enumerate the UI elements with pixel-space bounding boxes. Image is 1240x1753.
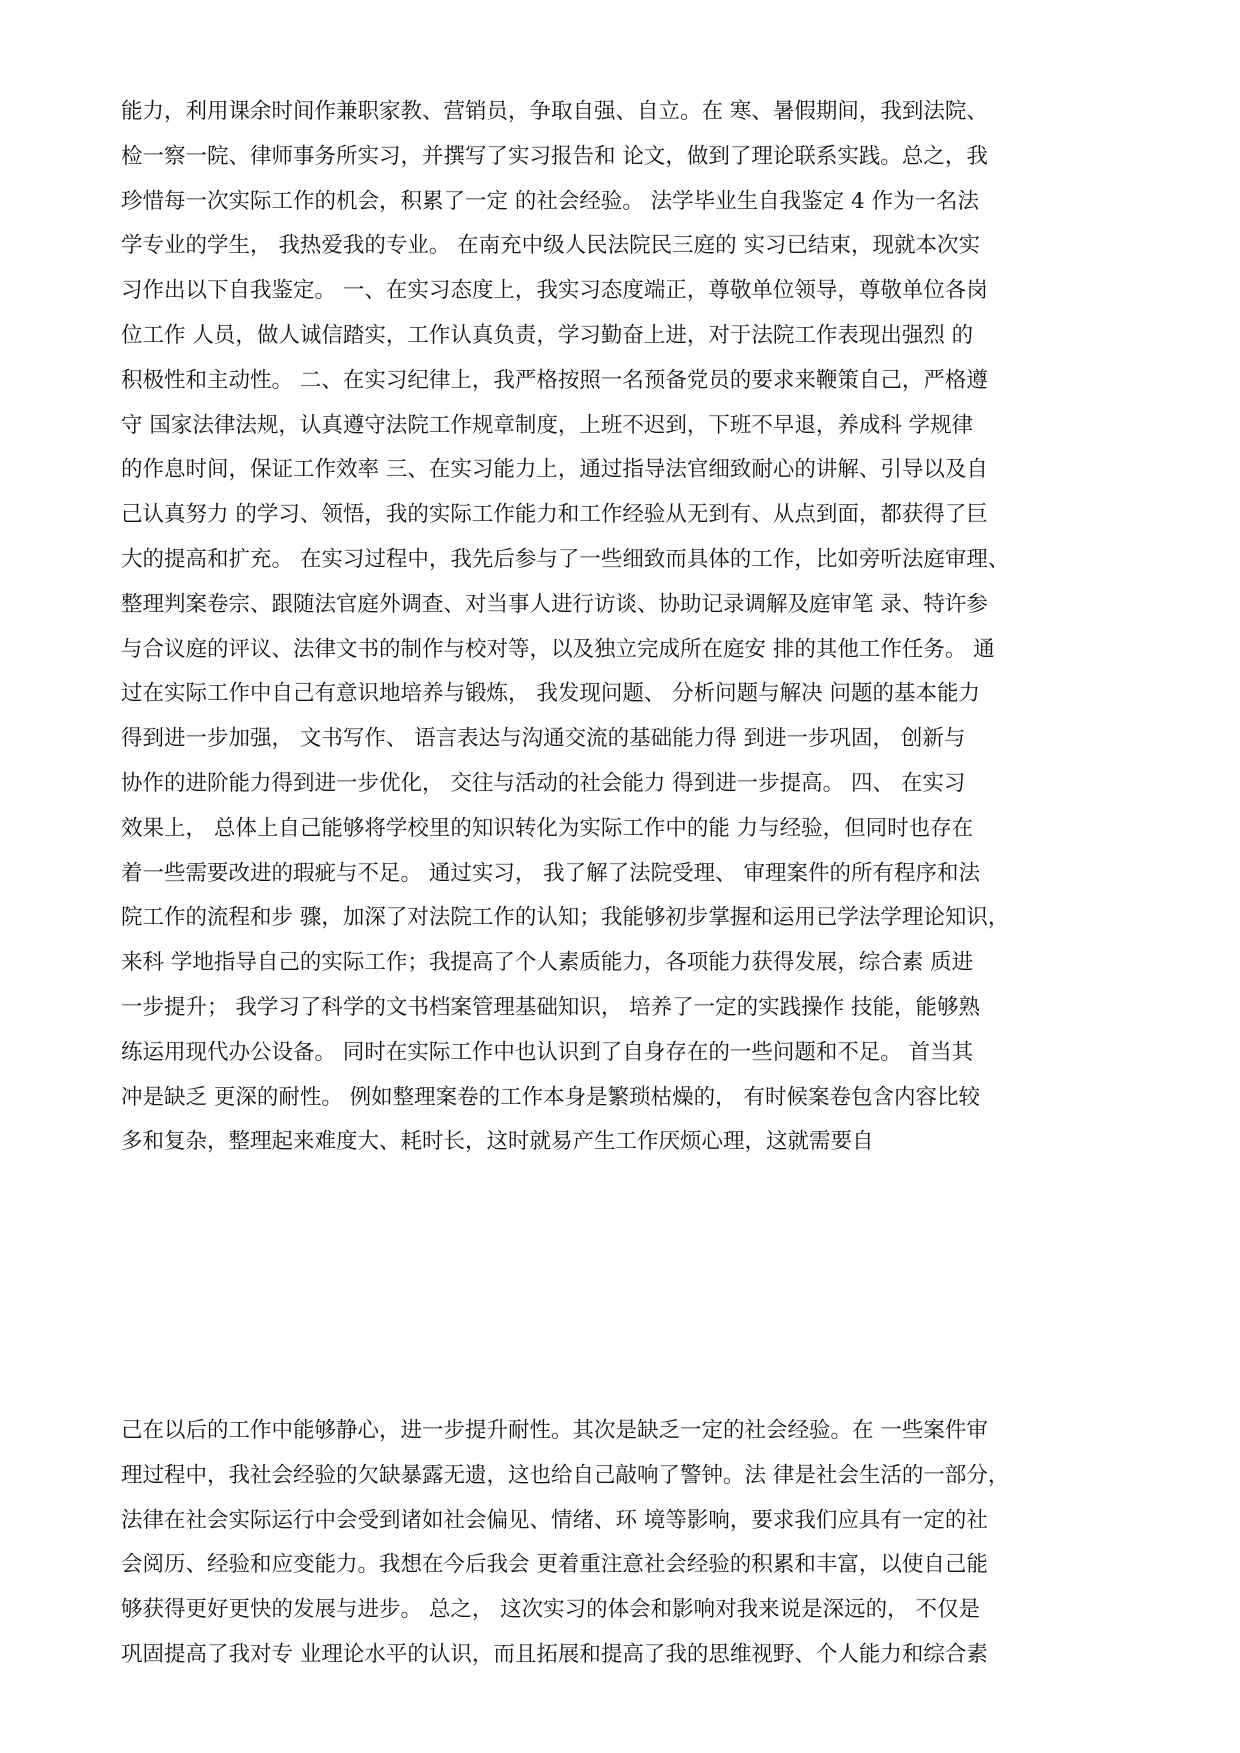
text-line: 习作出以下自我鉴定。 一、在实习态度上，我实习态度端正，尊敬单位领导，尊敬单位各岗	[121, 278, 988, 304]
text-line: 效果上， 总体上自己能够将学校里的知识转化为实际工作中的能 力与经验，但同时也存在	[121, 815, 974, 841]
text-line: 协作的进阶能力得到进一步优化， 交往与活动的社会能力 得到进一步提高。 四、 在实习	[121, 770, 966, 796]
text-line: 位工作 人员，做人诚信踏实，工作认真负责，学习勤奋上进，对于法院工作表现出强烈 的	[121, 322, 974, 348]
text-line: 己在以后的工作中能够静心，进一步提升耐性。其次是缺乏一定的社会经验。在 一些案件审	[121, 1418, 988, 1443]
text-line: 与合议庭的评议、法律文书的制作与校对等，以及独立完成所在庭安 排的其他工作任务。 通	[121, 636, 995, 662]
text-line: 己认真努力 的学习、领悟，我的实际工作能力和工作经验从无到有、从点到面，都获得了巨	[121, 502, 988, 528]
text-line: 院工作的流程和步 骤，加深了对法院工作的认知；我能够初步掌握和运用已学法学理论知识，	[121, 905, 1010, 931]
text-line: 的作息时间，保证工作效率 三、在实习能力上，通过指导法官细致耐心的讲解、引导以及自	[121, 457, 988, 483]
text-line: 理过程中，我社会经验的欠缺暴露无遗，这也给自己敲响了警钟。法 律是社会生活的一部分，	[121, 1462, 1010, 1488]
text-line: 整理判案卷宗、跟随法官庭外调查、对当事人进行访谈、协助记录调解及庭审笔 录、特许参	[121, 591, 988, 617]
text-line: 积极性和主动性。 二、在实习纪律上，我严格按照一名预备党员的要求来鞭策自己，严格遵	[121, 367, 988, 393]
body-paragraph	[121, 1409, 1124, 1678]
body-paragraph	[121, 90, 1124, 1165]
text-line: 能力，利用课余时间作兼职家教、营销员，争取自强、自立。在 寒、暑假期间，我到法院、	[121, 99, 988, 124]
text-line: 学专业的学生， 我热爱我的专业。 在南充中级人民法院民三庭的 实习已结束，现就本次实	[121, 233, 981, 259]
text-line: 练运用现代办公设备。 同时在实际工作中也认识到了自身存在的一些问题和不足。 首当其	[121, 1039, 974, 1065]
text-line: 够获得更好更快的发展与进步。 总之， 这次实习的体会和影响对我来说是深远的， 不仅是	[121, 1597, 981, 1623]
text-line: 过在实际工作中自己有意识地培养与锻炼， 我发现问题、 分析问题与解决 问题的基本能力	[121, 681, 981, 707]
text-line: 检一察一院、律师事务所实习，并撰写了实习报告和 论文，做到了理论联系实践。总之，我	[121, 143, 988, 169]
text-line: 一步提升； 我学习了科学的文书档案管理基础知识， 培养了一定的实践操作 技能，能够熟	[121, 994, 981, 1020]
text-line: 珍惜每一次实际工作的机会，积累了一定 的社会经验。 法学毕业生自我鉴定 4 作为一名法	[121, 188, 980, 214]
text-line: 会阅历、经验和应变能力。我想在今后我会 更着重注意社会经验的积累和丰富，以使自己能	[121, 1552, 988, 1578]
text-line: 着一些需要改进的瑕疵与不足。 通过实习， 我了解了法院受理、 审理案件的所有程序和法	[121, 860, 981, 886]
text-line: 守 国家法律法规，认真遵守法院工作规章制度，上班不迟到，下班不早退，养成科 学规律	[121, 412, 974, 438]
text-line: 法律在社会实际运行中会受到诸如社会偏见、情绪、环 境等影响，要求我们应具有一定的社	[121, 1507, 988, 1533]
text-line: 来科 学地指导自己的实际工作；我提高了个人素质能力，各项能力获得发展，综合素 质进	[121, 950, 974, 976]
text-line: 大的提高和扩充。 在实习过程中，我先后参与了一些细致而具体的工作，比如旁听法庭审理、	[121, 546, 1010, 572]
text-line: 得到进一步加强， 文书写作、 语言表达与沟通交流的基础能力得 到进一步巩固， 创新与	[121, 726, 966, 752]
text-line: 巩固提高了我对专 业理论水平的认识，而且拓展和提高了我的思维视野、个人能力和综合素	[121, 1641, 988, 1667]
text-line: 多和复杂，整理起来难度大、耗时长，这时就易产生工作厌烦心理，这就需要自	[121, 1129, 874, 1155]
text-line: 冲是缺乏 更深的耐性。 例如整理案卷的工作本身是繁琐枯燥的， 有时候案卷包含内容比较	[121, 1084, 981, 1110]
